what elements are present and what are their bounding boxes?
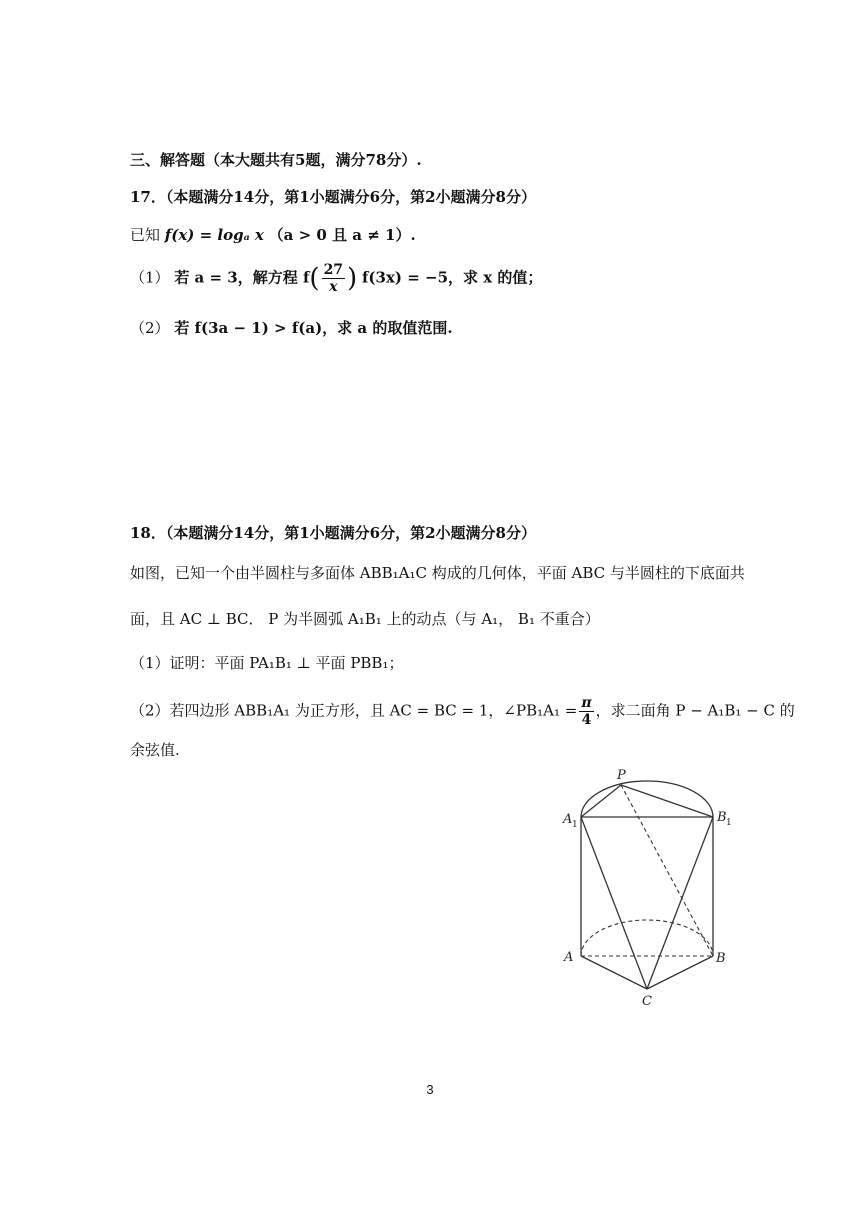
- label-a: A: [564, 950, 574, 965]
- label-a1: A: [563, 812, 573, 827]
- q18-part2-post: ，求二面角 P − A₁B₁ − C 的: [595, 701, 795, 720]
- q17-part2-text: 若 f(3a − 1) > f(a)，求 a 的取值范围.: [174, 319, 453, 337]
- q17-part1: [130, 262, 542, 295]
- q18-intro-line2: 面，且 AC ⊥ BC． P 为半圆弧 A₁B₁ 上的动点（与 A₁， B₁ 不重合）: [130, 610, 600, 628]
- label-c: C: [642, 994, 652, 1009]
- q17-header: 17．（本题满分14分，第1小题满分6分，第2小题满分8分）: [130, 188, 536, 206]
- label-b: B: [716, 951, 726, 966]
- q17-frac-num: 27: [323, 262, 344, 278]
- q17-part1-post: f(3x) = −5，求 x 的值；: [361, 268, 543, 287]
- q17-given: [130, 225, 416, 245]
- edge-p-b-dashed: [621, 785, 713, 956]
- q18-frac-num: π: [581, 695, 592, 711]
- q18-part2-pre: （2）若四边形 ABB₁A₁ 为正方形，且 AC = BC = 1，∠PB₁A₁ =: [130, 701, 578, 720]
- geometry-figure: [555, 765, 745, 1010]
- q18-intro-line1: 如图，已知一个由半圆柱与多面体 ABB₁A₁C 构成的几何体，平面 ABC 与半圆柱的下底面共: [130, 564, 745, 582]
- q17-fraction: [322, 262, 345, 295]
- edge-b-c: [647, 956, 713, 989]
- label-b1-sub: 1: [726, 818, 732, 828]
- q17-given-prefix: 已知: [130, 226, 161, 244]
- bottom-semicircle-arc-dashed: [581, 920, 713, 956]
- label-a1-sub: 1: [572, 820, 578, 830]
- q18-frac-den: 4: [581, 712, 592, 728]
- top-semicircle-arc: [581, 781, 713, 817]
- edge-a1-c: [581, 817, 647, 989]
- q18-part2: [130, 695, 795, 728]
- q18-part2-line2: 余弦值.: [130, 741, 180, 759]
- q17-part1-label: （1）: [130, 268, 170, 287]
- left-paren-glyph: (: [309, 263, 320, 294]
- q18-part1: （1）证明：平面 PA₁B₁ ⊥ 平面 PBB₁；: [130, 654, 404, 672]
- q17-part2-label: （2）: [130, 319, 170, 337]
- section-title: 三、解答题（本大题共有5题，满分78分）.: [130, 151, 422, 169]
- q17-given-formula: f(x) = logₐ x: [164, 226, 264, 244]
- label-b1: B: [717, 810, 727, 825]
- right-paren-glyph: ): [347, 263, 358, 294]
- q17-given-condition: （a > 0 且 a ≠ 1）.: [268, 226, 416, 244]
- q17-part2: [130, 318, 453, 338]
- page-number: 3: [426, 1082, 434, 1097]
- edge-a-c: [581, 956, 647, 989]
- edge-p-b1: [621, 785, 713, 817]
- q17-frac-den: x: [329, 279, 338, 295]
- edge-b1-c: [647, 817, 713, 989]
- q18-header: 18．（本题满分14分，第1小题满分6分，第2小题满分8分）: [130, 524, 536, 542]
- q18-fraction: [579, 695, 593, 728]
- q17-part1-pre: 若 a = 3，解方程 f: [174, 268, 310, 287]
- label-p: P: [617, 768, 626, 783]
